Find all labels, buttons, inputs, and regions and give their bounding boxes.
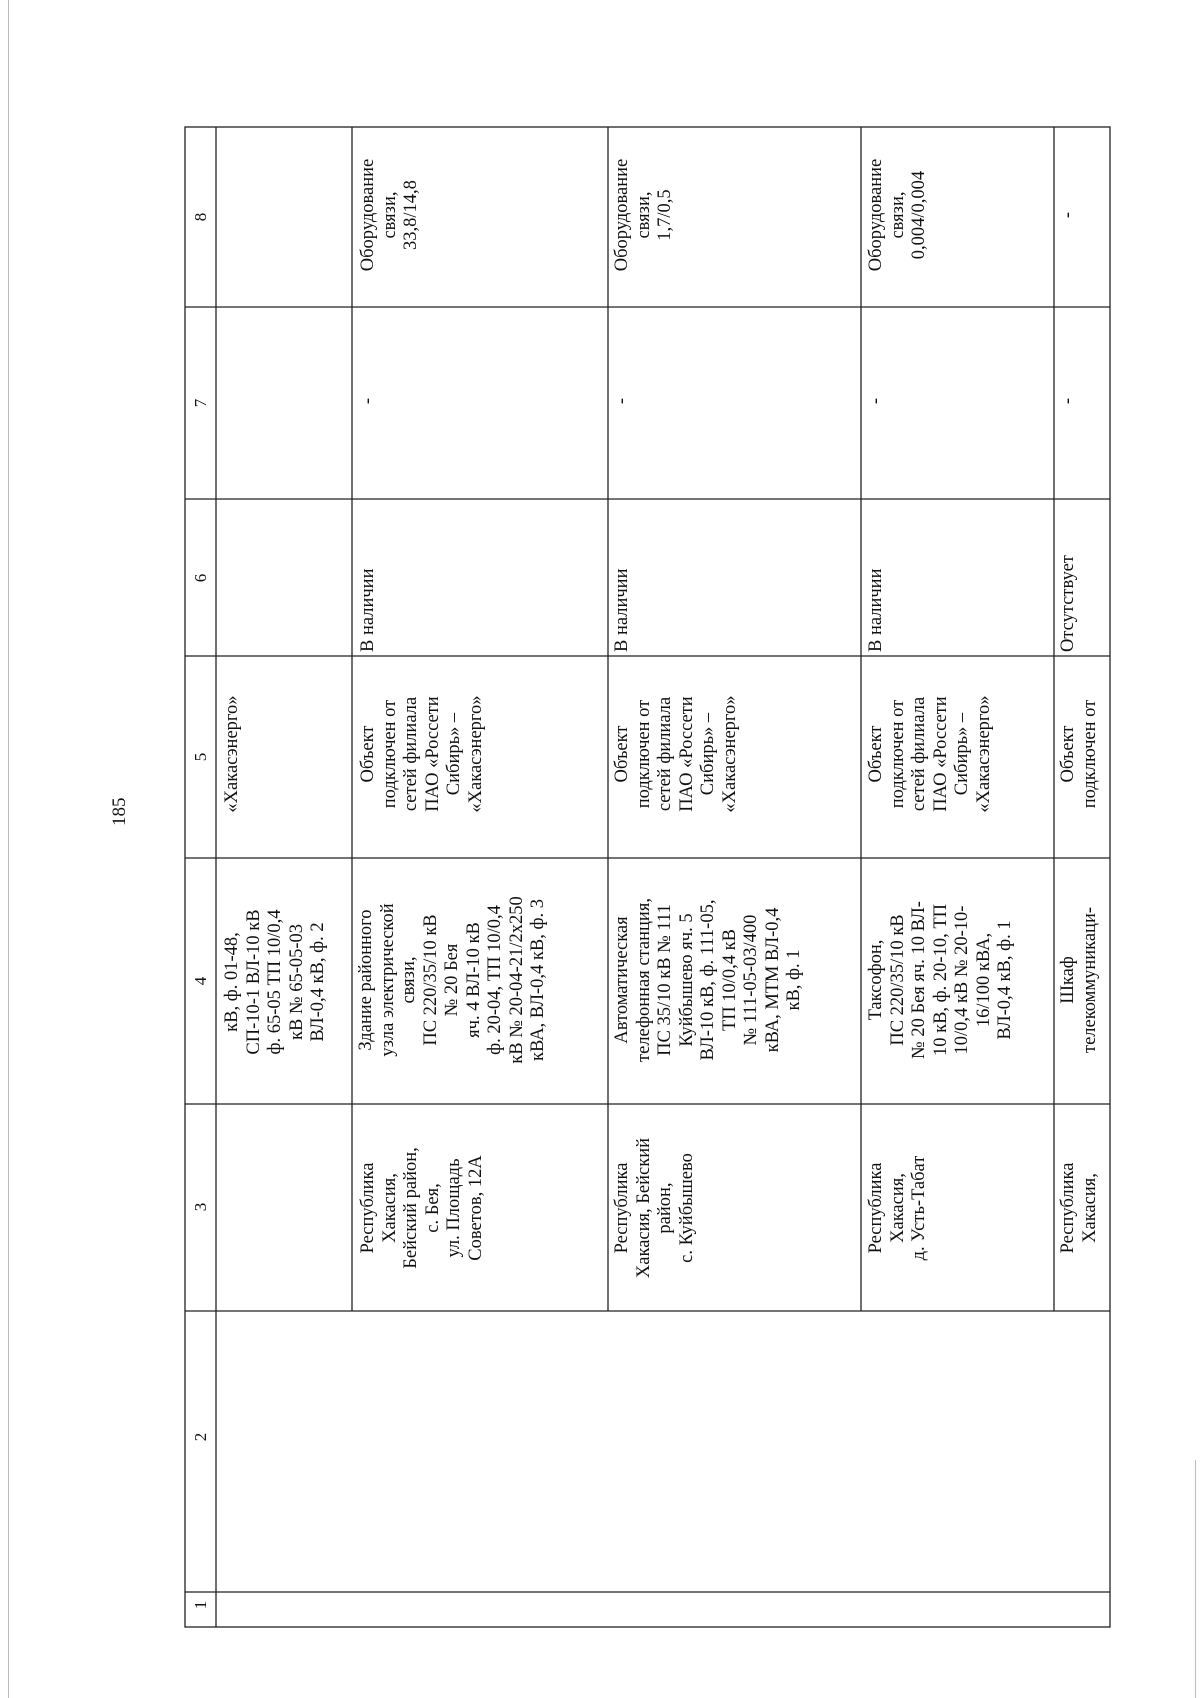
table-cell-r4-c3: Республика Хакасия, xyxy=(1058,1162,1100,1254)
table-cell-r4-c6: Отсутствует xyxy=(1058,555,1078,652)
table-cell-r1-c4: Здание районного узла электрической связи, ПС 220/35/10 кВ № 20 Бея яч. 4 ВЛ-10 кВ ф. 20-04, ТП 10/0,4 кВ № 20-04-21/2х250 кВА, ВЛ-0,4 кВ, ф. 3 xyxy=(356,896,548,1064)
table-cell-r4-c8: - xyxy=(1058,211,1078,219)
table-cell-r1-c3: Республика Хакасия, Бейский район, с. Бея, ул. Площадь Советов, 12А xyxy=(358,1147,486,1269)
table-cell-r3-c7: - xyxy=(866,397,886,405)
scan-edge-line xyxy=(1195,1460,1196,1698)
column-header-1: 1 xyxy=(191,1600,210,1610)
table-cell-r1-c5: Объект подключен от сетей филиала ПАО «Россети Сибирь» – «Хакасэнерго» xyxy=(358,695,486,813)
table-cell-r4-c7: - xyxy=(1058,397,1078,405)
column-header-4: 4 xyxy=(191,976,210,986)
page-number: 185 xyxy=(109,797,130,826)
column-header-8: 8 xyxy=(191,212,210,222)
table-cell-r2-c3: Республика Хакасия, Бейский район, с. Куйбышево xyxy=(612,1137,697,1279)
table-cell-r2-c4: Автоматическая телефонная станция, ПС 35/10 кВ № 111 Куйбышево яч. 5 ВЛ-10 кВ, ф. 111-05, ТП 10/0,4 кВ № 111-05-03/400 кВА, МТМ ВЛ-0,4 кВ, ф. 1 xyxy=(612,898,804,1062)
table-cell-r0-c4: кВ, ф. 01-48, СП-10-1 ВЛ-10 кВ ф. 65-05 ТП 10/0,4 кВ № 65-05-03 ВЛ-0,4 кВ, ф. 2 xyxy=(222,909,328,1055)
table-cell-r2-c6: В наличии xyxy=(612,568,632,652)
table-cell-r4-c5: Объект подключен от xyxy=(1058,699,1100,809)
table-cell-r3-c3: Республика Хакасия, д. Усть-Табат xyxy=(866,1155,929,1261)
column-header-6: 6 xyxy=(191,573,210,583)
table-cell-r3-c5: Объект подключен от сетей филиала ПАО «Россети Сибирь» – «Хакасэнерго» xyxy=(866,695,994,813)
column-header-3: 3 xyxy=(191,1202,210,1212)
scan-edge-line xyxy=(8,0,9,1698)
table-cell-r3-c6: В наличии xyxy=(866,568,886,652)
table-cell-r1-c8: Оборудование связи, 33,8/14,8 xyxy=(358,158,421,272)
table-cell-r2-c8: Оборудование связи, 1,7/0,5 xyxy=(612,158,675,272)
table-cell-r4-c4: Шкаф телекоммуникаци- xyxy=(1058,906,1100,1054)
table-cell-r0-c5: «Хакасэнерго» xyxy=(222,695,242,813)
column-header-5: 5 xyxy=(191,752,210,762)
column-header-7: 7 xyxy=(191,398,210,408)
table-cell-r3-c8: Оборудование связи, 0,004/0,004 xyxy=(866,158,929,272)
table-cell-r2-c5: Объект подключен от сетей филиала ПАО «Россети Сибирь» – «Хакасэнерго» xyxy=(612,695,740,813)
table-cell-r1-c6: В наличии xyxy=(358,568,378,652)
table-cell-r2-c7: - xyxy=(612,397,632,405)
column-header-2: 2 xyxy=(191,1432,210,1442)
table-cell-r1-c7: - xyxy=(358,397,378,405)
table-cell-r3-c4: Таксофон, ПС 220/35/10 кВ № 20 Бея яч. 10 ВЛ- 10 кВ, ф. 20-10, ТП 10/0,4 кВ № 20-10- 16/100 кВА, ВЛ-0,4 кВ, ф. 1 xyxy=(866,901,1015,1059)
